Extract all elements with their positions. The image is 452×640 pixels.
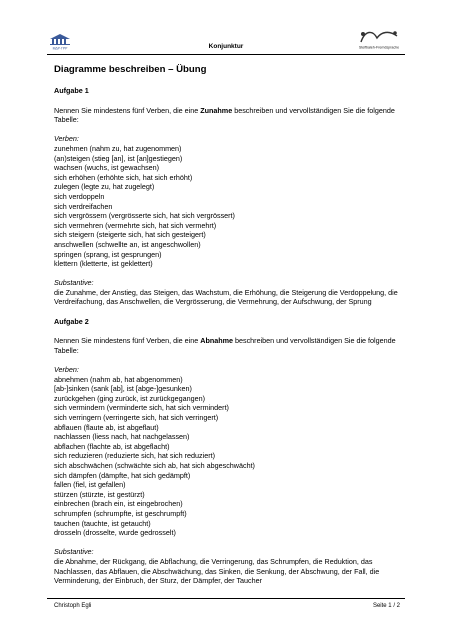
task2-verb-list: [54, 375, 400, 538]
list-item: sich vermehren (vermehrte sich, hat sich vermehrt): [54, 220, 217, 230]
task1-verbs-label: Verben:: [54, 134, 79, 144]
list-item: abnehmen (nahm ab, hat abgenommen): [54, 374, 183, 384]
task2-heading: Aufgabe 2: [54, 316, 89, 326]
task1-nouns-label: Substantive:: [54, 278, 94, 288]
list-item: wachsen (wuchs, ist gewachsen): [54, 163, 160, 173]
task2-intro-keyword: Abnahme: [200, 336, 233, 346]
document-title: Diagramme beschreiben – Übung: [54, 64, 207, 75]
task2-verbs-label: Verben:: [54, 365, 79, 375]
task1-nouns: die Zunahme, der Anstieg, das Steigen, das Wachstum, die Erhöhung, die Steigerung die Verdoppelung, die Verdreifachung, das Anschwellen, die Vergrösserung, die Vermehrung, der Aufschwung, der Sprung: [54, 287, 398, 307]
list-item: zulegen (legte zu, hat zugelegt): [54, 182, 155, 192]
list-item: nachlassen (liess nach, hat nachgelassen): [54, 432, 190, 442]
footer-rule: [47, 598, 405, 599]
list-item: sich verdoppeln: [54, 191, 105, 201]
task2-nouns-label: Substantive:: [54, 547, 94, 557]
list-item: fallen (fiel, ist gefallen): [54, 480, 126, 490]
list-item: stürzen (stürzte, ist gestürzt): [54, 489, 145, 499]
list-item: abflachen (flachte ab, ist abgeflacht): [54, 441, 170, 451]
task2-intro-text: Nennen Sie mindestens fünf Verben, die eine: [54, 336, 201, 346]
task1-verb-list: [54, 144, 400, 269]
task2-intro: [54, 336, 400, 355]
footer-page-number: Seite 1 / 2: [372, 603, 400, 609]
list-item: sich erhöhen (erhöhte sich, hat sich erhöht): [54, 172, 193, 182]
list-item: drosseln (drosselte, wurde gedrosselt): [54, 528, 176, 538]
list-item: sich abschwächen (schwächte sich ab, hat sich abgeschwächt): [54, 460, 255, 470]
list-item: einbrechen (brach ein, ist eingebrochen): [54, 499, 183, 509]
task2-nouns: die Abnahme, der Rückgang, die Abflachung, die Verringerung, das Schrumpfen, die Reduktion, das Nachlassen, das Abflauen, die Abschwächung, das Sinken, die Senkung, der Abschwung, der Fall, die Verminderung, der Einbruch, der Sturz, der Dämpfer, der Taucher: [54, 556, 380, 586]
header-title: Konjunktur: [208, 43, 244, 50]
list-item: schrumpfen (schrumpfte, ist geschrumpft): [54, 508, 187, 518]
list-item: anschwellen (schwellte an, ist angeschwollen): [54, 239, 201, 249]
list-item: sich steigern (steigerte sich, hat sich gesteigert): [54, 230, 206, 240]
list-item: sich verdreifachen: [54, 201, 113, 211]
publisher-logo-icon: [355, 28, 403, 50]
list-item: sich vermindern (verminderte sich, hat sich vermindert): [54, 403, 229, 413]
list-item: springen (sprang, ist gesprungen): [54, 249, 162, 259]
list-item: sich reduzieren (reduzierte sich, hat sich reduziert): [54, 451, 215, 461]
task1-intro: [54, 106, 400, 125]
task2-intro-text-end: beschreiben und vervollständigen Sie die folgende Tabelle:: [54, 336, 396, 355]
footer-author: Christoph Egli: [54, 603, 92, 609]
task1-intro-text-end: beschreiben und vervollständigen Sie die folgende Tabelle:: [54, 105, 395, 125]
header-rule: [47, 54, 405, 55]
list-item: sich dämpfen (dämpfte, hat sich gedämpft): [54, 470, 191, 480]
list-item: tauchen (tauchte, ist getaucht): [54, 518, 151, 528]
list-item: klettern (kletterte, ist geklettert): [54, 259, 153, 269]
list-item: zurückgehen (ging zurück, ist zurückgegangen): [54, 393, 206, 403]
list-item: zunehmen (nahm zu, hat zugenommen): [54, 143, 182, 153]
task1-heading: Aufgabe 1: [54, 86, 89, 95]
list-item: [ab-]sinken (sank [ab], ist [abge-]gesunken): [54, 384, 192, 394]
list-item: sich verringern (verringerte sich, hat sich verringert): [54, 413, 219, 422]
task1-intro-text: Nennen Sie mindestens fünf Verben, die eine: [54, 105, 201, 115]
list-item: (an)steigen (stieg [an], ist [an]gestiegen): [54, 153, 183, 163]
task1-intro-keyword: Zunahme: [200, 105, 233, 115]
list-item: abflauen (flaute ab, ist abgeflaut): [54, 422, 159, 432]
document-body: [54, 64, 400, 586]
list-item: sich vergrössern (vergrösserte sich, hat sich vergrössert): [54, 211, 235, 221]
logo-left-text: ΜΔΡ·ΓΡΡ: [52, 46, 68, 50]
logo-right-text: Steifbaleh-Fremdsprache: [358, 45, 400, 50]
